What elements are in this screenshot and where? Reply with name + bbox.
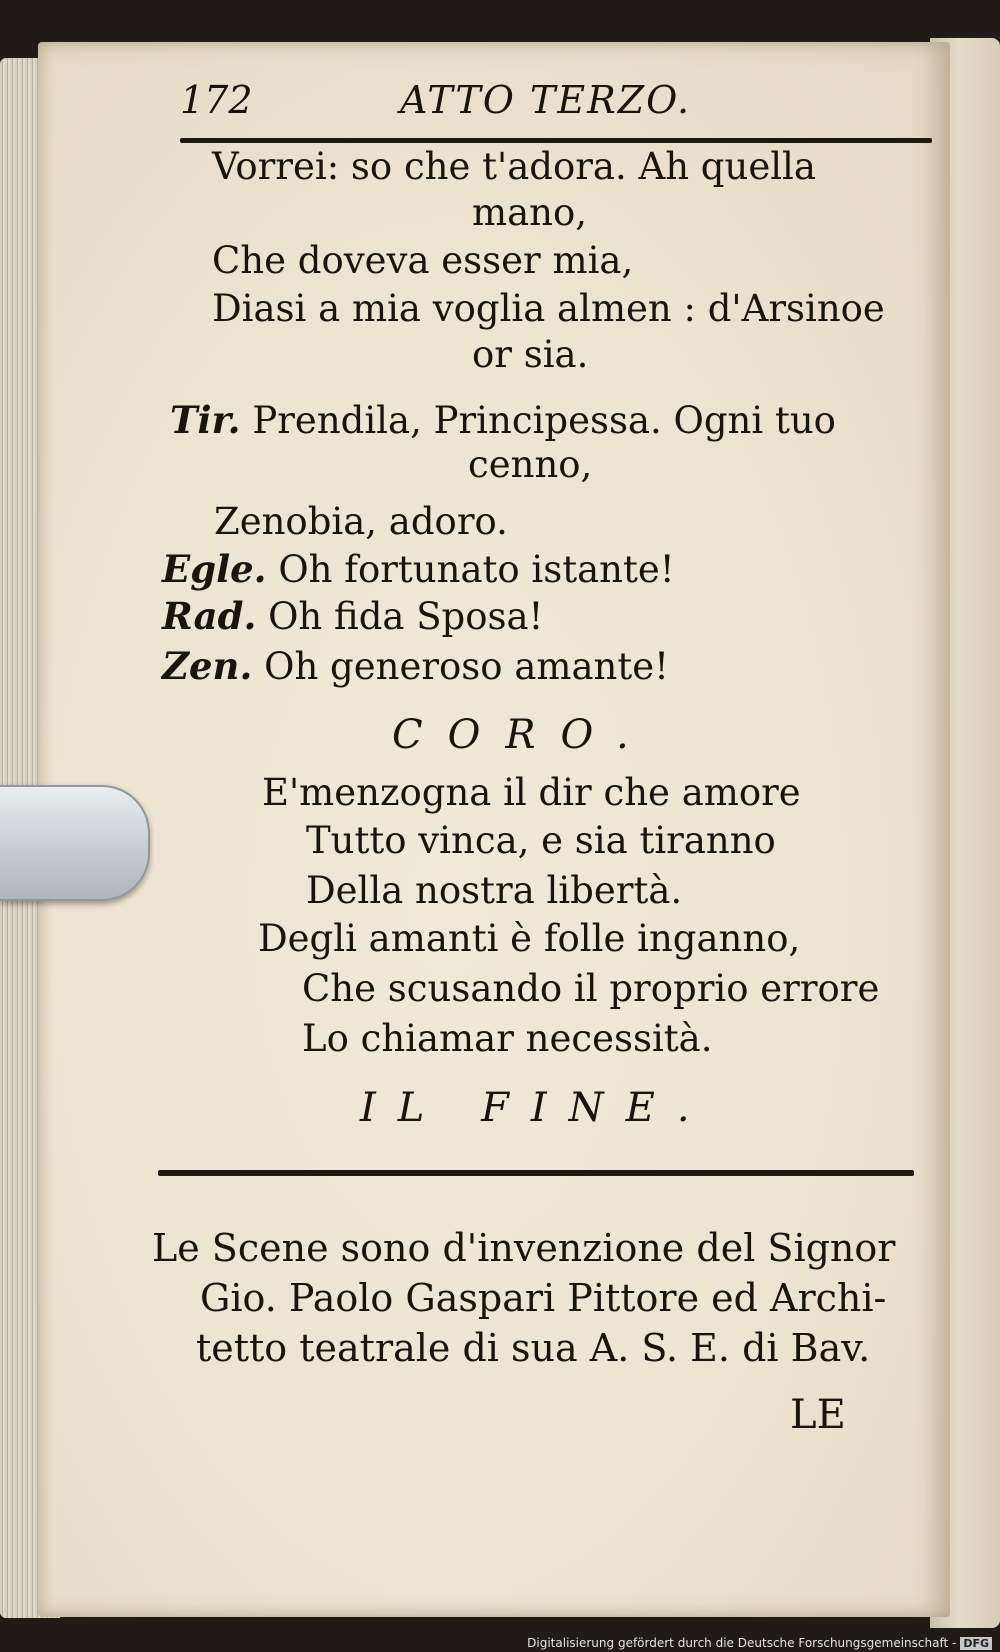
dialogue-line: mano, [472, 191, 588, 234]
dfg-logo: DFG [960, 1637, 992, 1650]
chorus-line: Lo chiamar necessità. [302, 1017, 713, 1060]
speaker-label: Egle. [162, 547, 267, 591]
chorus-line: Degli amanti è folle inganno, [258, 917, 801, 960]
digitization-credit: Digitalisierung gefördert durch die Deutsche Forschungsgemeinschaft - DFG [527, 1636, 992, 1650]
catchword: LE [790, 1392, 846, 1438]
chorus-line: Che scusando il proprio errore [302, 967, 880, 1010]
dialogue-line: or sia. [472, 333, 589, 376]
dialogue-line: Che doveva esser mia, [212, 239, 634, 282]
page-clip [0, 785, 150, 901]
speaker-label: Zen. [162, 644, 253, 688]
dialogue-line: Zenobia, adoro. [214, 500, 508, 543]
chorus-line: Della nostra libertà. [306, 869, 683, 912]
dialogue-line: cenno, [468, 443, 593, 486]
page-number: 172 [180, 78, 253, 122]
dialogue-line: Tir. Prendila, Principessa. Ogni tuo [170, 398, 836, 442]
note-line: tetto teatrale di sua A. S. E. di Bav. [196, 1326, 871, 1370]
running-head: ATTO TERZO. [400, 78, 692, 122]
chorus-line: E'menzogna il dir che amore [262, 771, 801, 814]
footer-rule [158, 1170, 914, 1176]
dialogue-line: Diasi a mia voglia almen : d'Arsinoe [212, 287, 885, 330]
dialogue-line: Egle. Oh fortunato istante! [162, 547, 675, 591]
chorus-line: Tutto vinca, e sia tiranno [306, 819, 776, 862]
note-line: Le Scene sono d'invenzione del Signor [152, 1226, 896, 1270]
speaker-label: Rad. [162, 594, 257, 638]
dialogue-line: Zen. Oh generoso amante! [162, 644, 669, 688]
header-rule [180, 138, 932, 143]
the-end-heading: IL FINE. [360, 1085, 712, 1131]
speaker-label: Tir. [170, 398, 241, 442]
dialogue-line: Vorrei: so che t'adora. Ah quella [212, 145, 816, 188]
note-line: Gio. Paolo Gaspari Pittore ed Archi- [200, 1276, 887, 1320]
dialogue-line: Rad. Oh fida Sposa! [162, 594, 544, 638]
chorus-heading: CORO. [392, 712, 654, 758]
